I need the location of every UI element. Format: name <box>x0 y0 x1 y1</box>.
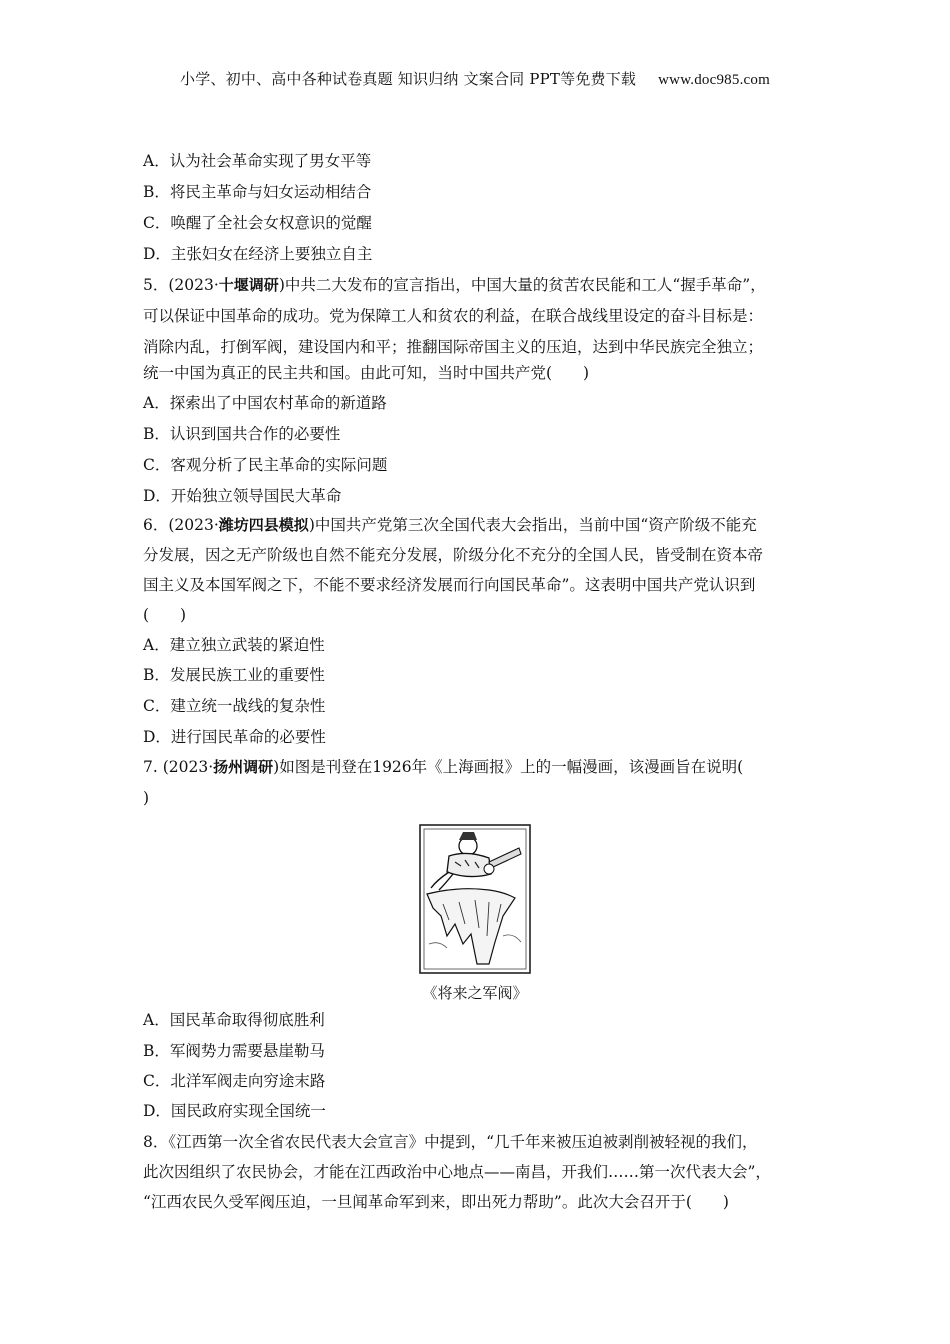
q6-stem-line-3: 国主义及本国军阀之下，不能不要求经济发展而行向国民革命”。这表明中国共产党认识到 <box>143 576 756 594</box>
q5-text-1: )中共二大发布的宣言指出，中国大量的贫苦农民能和工人“握手革命”， <box>278 276 766 294</box>
q7-source: 扬州调研 <box>213 758 274 776</box>
q7-option-c: C．北洋军阀走向穷途末路 <box>143 1072 326 1090</box>
q4-option-c: C．唤醒了全社会女权意识的觉醒 <box>143 214 372 232</box>
q6-stem-line-1 <box>143 515 757 535</box>
q7-text-1: )如图是刊登在1926年《上海画报》上的一幅漫画，该漫画旨在说明( <box>273 758 744 776</box>
q6-option-d: D．进行国民革命的必要性 <box>143 728 326 746</box>
q5-option-a: A．探索出了中国农村革命的新道路 <box>143 394 387 412</box>
q7-stem-line-1 <box>143 757 743 777</box>
q4-option-a: A．认为社会革命实现了男女平等 <box>143 152 372 170</box>
q5-stem-line-4: 统一中国为真正的民主共和国。由此可知，当时中国共产党( ) <box>143 364 590 382</box>
cartoon-caption: 《将来之军阀》 <box>422 984 528 1002</box>
figure-fist <box>484 864 494 874</box>
q7-stem-line-2: ) <box>143 789 150 807</box>
header-site[interactable]: www.doc985.com <box>658 72 770 88</box>
q8-stem-line-1: 8．《江西第一次全省农民代表大会宣言》中提到，“几千年来被压迫被剥削被轻视的我们， <box>143 1133 758 1151</box>
q5-stem-line-3: 消除内乱，打倒军阀，建设国内和平；推翻国际帝国主义的压迫，达到中华民族完全独立； <box>143 338 764 356</box>
q5-stem-line-1 <box>143 275 766 295</box>
q7-option-a: A．国民革命取得彻底胜利 <box>143 1011 325 1029</box>
q4-option-b: B．将民主革命与妇女运动相结合 <box>143 183 372 201</box>
q6-stem-line-4: ( ) <box>143 606 187 624</box>
cartoon-illustration <box>419 824 531 974</box>
q6-option-b: B．发展民族工业的重要性 <box>143 666 325 684</box>
q6-number: 6．(2023· <box>143 516 219 534</box>
q5-source: 十堰调研 <box>218 276 279 294</box>
q6-text-1: )中国共产党第三次全国代表大会指出，当前中国“资产阶级不能充 <box>308 516 757 534</box>
q7-number: 7. (2023· <box>143 758 214 776</box>
q4-option-d: D．主张妇女在经济上要独立自主 <box>143 245 373 263</box>
q5-option-c: C．客观分析了民主革命的实际问题 <box>143 456 388 474</box>
q5-stem-line-2: 可以保证中国革命的成功。党为保障工人和贫农的利益，在联合战线里设定的奋斗目标是： <box>143 307 764 325</box>
q5-option-b: B．认识到国共合作的必要性 <box>143 425 341 443</box>
header-text: 小学、初中、高中各种试卷真题 知识归纳 文案合同 PPT等免费下载 <box>180 70 637 88</box>
q6-option-a: A．建立独立武装的紧迫性 <box>143 636 325 654</box>
q7-option-b: B．军阀势力需要悬崖勒马 <box>143 1042 325 1060</box>
q5-option-d: D．开始独立领导国民大革命 <box>143 487 342 505</box>
q8-stem-line-2: 此次因组织了农民协会，才能在江西政治中心地点——南昌，开我们……第一次代表大会”， <box>143 1163 771 1181</box>
q8-stem-line-3: “江西农民久受军阀压迫，一旦闻革命军到来，即出死力帮助”。此次大会召开于( ) <box>143 1193 729 1211</box>
q6-source: 潍坊四县模拟 <box>218 516 309 534</box>
page-header <box>0 68 950 89</box>
q6-stem-line-2: 分发展，因之无产阶级也自然不能充分发展，阶级分化不充分的全国人民，皆受制在资本帝 <box>143 546 764 564</box>
q7-option-d: D．国民政府实现全国统一 <box>143 1102 326 1120</box>
q6-option-c: C．建立统一战线的复杂性 <box>143 697 326 715</box>
q5-number: 5．(2023· <box>143 276 219 294</box>
